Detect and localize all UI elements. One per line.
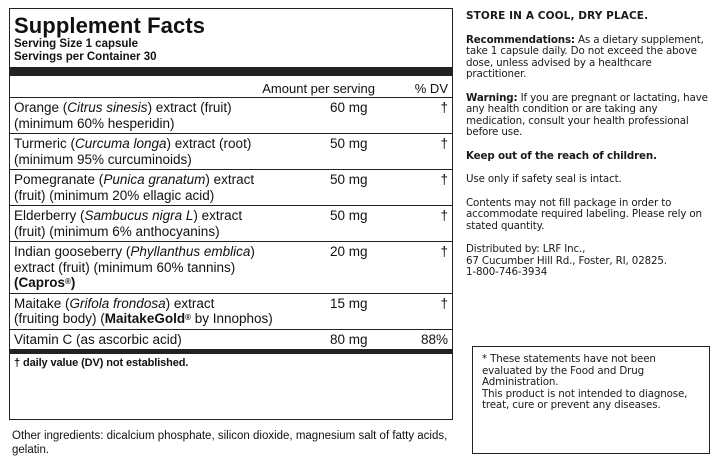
- ingredient-row-pomegranate: [10, 170, 452, 206]
- ingredient-amount: 50 mg: [330, 208, 368, 223]
- distributor: [466, 244, 710, 279]
- dv-footnote: † daily value (DV) not established.: [14, 357, 189, 369]
- ingredient-name: Turmeric (Curcuma longa) extract (root) (minimum 95% curcuminoids): [14, 136, 252, 167]
- storage-instructions: STORE IN A COOL, DRY PLACE.: [466, 10, 649, 22]
- serving-size: Serving Size 1 capsule: [14, 38, 139, 50]
- ingredient-name: Vitamin C (as ascorbic acid): [14, 331, 182, 347]
- ingredient-row-turmeric: [10, 134, 452, 170]
- distributor-address: 67 Cucumber Hill Rd., Foster, RI, 02825.: [466, 254, 667, 267]
- warning: Warning: If you are pregnant or lactating, have any health condition or are taking any medication, consult your health professional before use.: [466, 91, 708, 138]
- header-dv: % DV: [414, 81, 448, 96]
- ingredient-name: Elderberry (Sambucus nigra L) extract (fruit) (minimum 6% anthocyanins): [14, 208, 243, 239]
- table-header: [10, 76, 452, 98]
- panel-title: Supplement Facts: [14, 13, 206, 38]
- ingredient-amount: 15 mg: [330, 295, 368, 311]
- ingredient-name: Maitake (Grifola frondosa) extract (fruiting body) (MaitakeGold® by Innophos): [14, 295, 273, 326]
- safety-seal: Use only if safety seal is intact.: [466, 173, 622, 185]
- ingredient-name: Orange (Citrus sinesis) extract (fruit) (minimum 60% hesperidin): [14, 100, 232, 131]
- ingredient-amount: 50 mg: [330, 136, 368, 151]
- ingredient-amount: 80 mg: [330, 331, 368, 347]
- fda-disclaimer-intent: This product is not intended to diagnose, treat, cure or prevent any diseases.: [482, 387, 688, 411]
- ingredient-amount: 60 mg: [330, 100, 368, 115]
- label-info-column: [466, 8, 710, 279]
- other-ingredients: Other ingredients: dicalcium phosphate, silicon dioxide, magnesium salt of fatty acids, gelatin.: [12, 430, 448, 456]
- ingredient-dv: †: [440, 208, 448, 223]
- ingredient-dv: †: [440, 100, 448, 115]
- thick-divider: [10, 67, 452, 76]
- ingredient-row-orange: [10, 98, 452, 134]
- keep-out-of-reach: Keep out of the reach of children.: [466, 149, 657, 162]
- ingredient-row-elderberry: [10, 206, 452, 242]
- servings-per-container: Servings per Container 30: [14, 51, 157, 63]
- contents-notice: Contents may not fill package in order to accommodate required labeling. Please rely on stated quantity.: [466, 196, 702, 232]
- ingredient-name: Indian gooseberry (Phyllanthus emblica) extract (fruit) (minimum 60% tannins) (Capros®): [14, 244, 255, 290]
- header-amount: Amount per serving: [262, 81, 375, 96]
- ingredient-dv: †: [440, 244, 448, 259]
- ingredient-dv: †: [440, 172, 448, 187]
- supplement-facts-panel: [9, 8, 453, 420]
- ingredient-name: Pomegranate (Punica granatum) extract (fruit) (minimum 20% ellagic acid): [14, 172, 255, 203]
- ingredient-amount: 50 mg: [330, 172, 368, 187]
- ingredient-row-maitake: [10, 294, 452, 330]
- ingredient-dv: †: [440, 136, 448, 151]
- distributor-phone: 1-800-746-3934: [466, 266, 548, 278]
- ingredient-dv: †: [440, 295, 448, 311]
- ingredient-dv: 88%: [420, 331, 448, 347]
- ingredient-amount: 20 mg: [330, 244, 368, 259]
- recommendations: Recommendations: As a dietary supplement, take 1 capsule daily. Do not exceed the above dose, unless advised by a healthcare practitioner.: [466, 33, 704, 80]
- fda-disclaimer-text: * These statements have not been evaluated by the Food and Drug Administration.: [482, 353, 656, 388]
- ingredient-row-indian-gooseberry: [10, 242, 452, 294]
- fda-disclaimer-box: [472, 346, 710, 454]
- ingredient-row-vitamin-c: [10, 330, 452, 350]
- distributor-name: Distributed by: LRF Inc.,: [466, 243, 586, 255]
